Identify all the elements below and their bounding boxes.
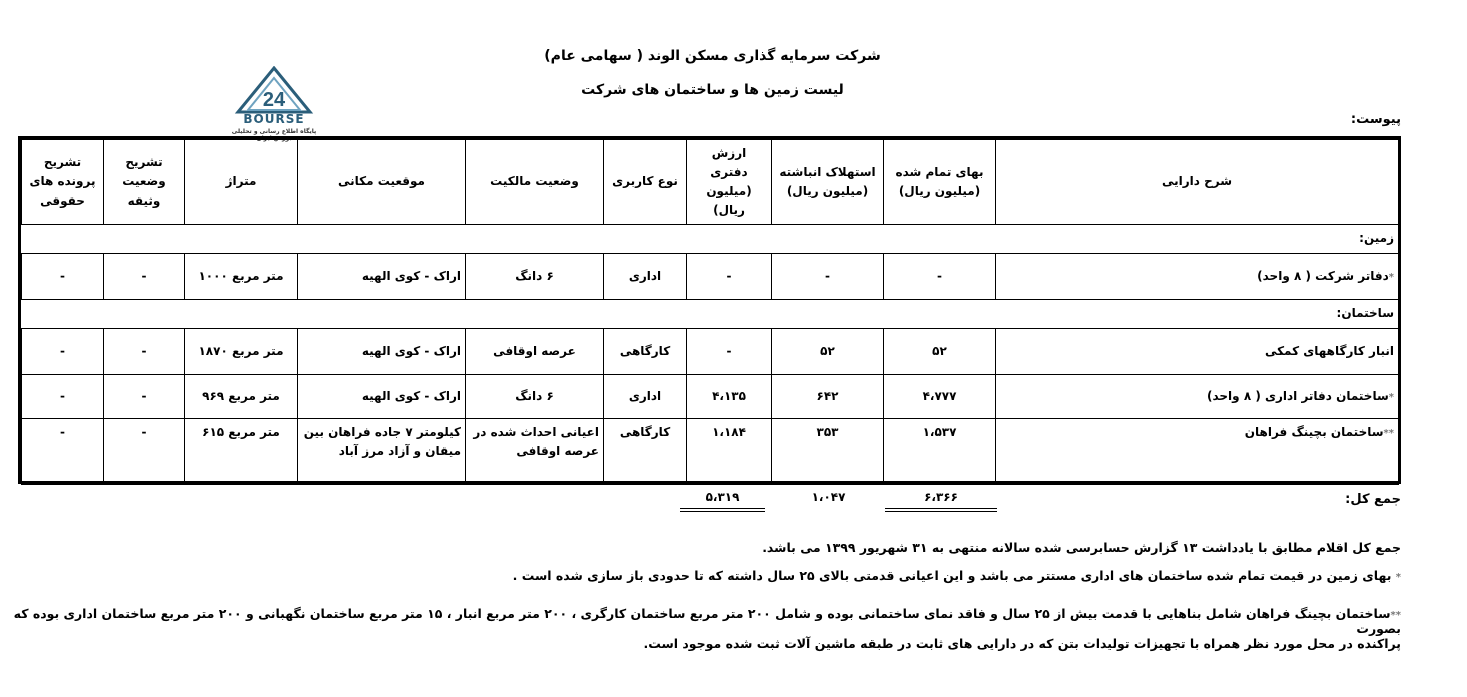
section-buildings-row [22,300,1399,329]
header-cost: بهای تمام شده (میلیون ریال) [884,140,996,225]
section-land-row [22,225,1399,254]
row-description: انبار کارگاههای کمکی [996,329,1399,375]
row-book-value: - [687,254,772,300]
row-collateral: - [104,329,185,375]
bourse-logo [228,66,320,140]
row-area: متر مربع ۹۶۹ [185,375,298,419]
row-legal: - [22,329,104,375]
total-book-underline [680,508,765,512]
note-3-line-1: **ساختمان بچینگ فراهان شامل بناهایی با قدمت بیش از ۲۵ سال و فاقد نمای ساختمانی بوده و شامل ۲۰۰ متر مربع ساختمان کارگری ، ۲۰۰ متر مربع انبار ، ۱۵ متر مربع ساختمان نگهبانی و ۲۰۰ متر مربع ساختمان اداری بوده که بصورت [13,606,1401,636]
table-row [22,329,1399,375]
document-title: شرکت سرمایه گذاری مسکن الوند ( سهامی عام) [544,48,881,64]
row-description: *دفاتر شرکت ( ۸ واحد) [996,254,1399,300]
row-depreciation: ۳۵۳ [772,419,884,485]
total-cost-underline [885,508,997,512]
total-depreciation: ۱،۰۴۷ [811,490,846,504]
header-legal: تشریح پرونده های حقوقی [22,140,104,225]
row-legal: - [22,375,104,419]
row-legal: - [22,254,104,300]
total-book-value: ۵،۳۱۹ [680,490,765,512]
row-area: متر مربع ۱۸۷۰ [185,329,298,375]
row-usage: کارگاهی [604,329,687,375]
section-buildings-label: ساختمان: [22,300,1399,329]
row-location: اراک - کوی الهیه [298,375,466,419]
row-location: اراک - کوی الهیه [298,254,466,300]
table-header-row [22,140,1399,225]
logo-mark-icon [228,66,320,114]
section-land-label: زمین: [22,225,1399,254]
header-location: موقعیت مکانی [298,140,466,225]
row-location: اراک - کوی الهیه [298,329,466,375]
header-area: متراژ [185,140,298,225]
row-legal: - [22,419,104,485]
row-collateral: - [104,254,185,300]
row-cost: ۵۲ [884,329,996,375]
row-ownership: عرصه اوقافی [466,329,604,375]
row-depreciation: ۶۴۲ [772,375,884,419]
header-depreciation: استهلاک انباشته (میلیون ریال) [772,140,884,225]
row-ownership: اعیانی احداث شده در عرصه اوقافی [466,419,604,485]
row-usage: کارگاهی [604,419,687,485]
row-collateral: - [104,375,185,419]
note-3-line-2: پراکنده در محل مورد نظر همراه با تجهیزات تولیدات بتن که در دارایی های ثابت در طبقه ماشین آلات ثبت شده موجود است. [643,636,1401,651]
row-description: *ساختمان دفاتر اداری ( ۸ واحد) [996,375,1399,419]
row-cost: - [884,254,996,300]
row-depreciation: - [772,254,884,300]
row-area: متر مربع ۶۱۵ [185,419,298,485]
logo-number: 24 [262,89,286,111]
row-book-value: ۱،۱۸۴ [687,419,772,485]
row-cost: ۱،۵۳۷ [884,419,996,485]
row-ownership: ۶ دانگ [466,375,604,419]
total-cost: ۶،۳۶۶ [885,490,997,512]
note-1: جمع کل اقلام مطابق با یادداشت ۱۳ گزارش حسابرسی شده سالانه منتهی به ۳۱ شهریور ۱۳۹۹ می باشد. [762,540,1401,555]
row-book-value: - [687,329,772,375]
header-usage: نوع کاربری [604,140,687,225]
document-subtitle: لیست زمین ها و ساختمان های شرکت [581,82,844,98]
table-row [22,419,1399,485]
row-cost: ۴،۷۷۷ [884,375,996,419]
note-2: * بهای زمین در قیمت تمام شده ساختمان های اداری مستتر می باشد و این اعیانی قدمتی بالای ۲۵ سال داشته که تا حدودی باز سازی شده است . [512,568,1401,583]
row-location: کیلومتر ۷ جاده فراهان بین میقان و آزاد مرز آباد [298,419,466,485]
row-collateral: - [104,419,185,485]
row-ownership: ۶ دانگ [466,254,604,300]
logo-tagline: پایگاه اطلاع رسانی و تحلیلی بورس ایران [231,128,317,142]
table-row [22,375,1399,419]
attachment-label: پیوست: [1350,112,1401,127]
table-row [22,254,1399,300]
logo-text: BOURSE [243,112,305,126]
assets-table [18,136,1401,484]
header-ownership: وضعیت مالکیت [466,140,604,225]
header-book-value: ارزش دفتری (میلیون ریال) [687,140,772,225]
header-description: شرح دارایی [996,140,1399,225]
row-usage: اداری [604,254,687,300]
row-area: متر مربع ۱۰۰۰ [185,254,298,300]
header-collateral: تشریح وضعیت وثیقه [104,140,185,225]
row-depreciation: ۵۲ [772,329,884,375]
totals-label: جمع کل: [1345,492,1401,507]
row-description: **ساختمان بچینگ فراهان [996,419,1399,485]
row-book-value: ۴،۱۳۵ [687,375,772,419]
row-usage: اداری [604,375,687,419]
